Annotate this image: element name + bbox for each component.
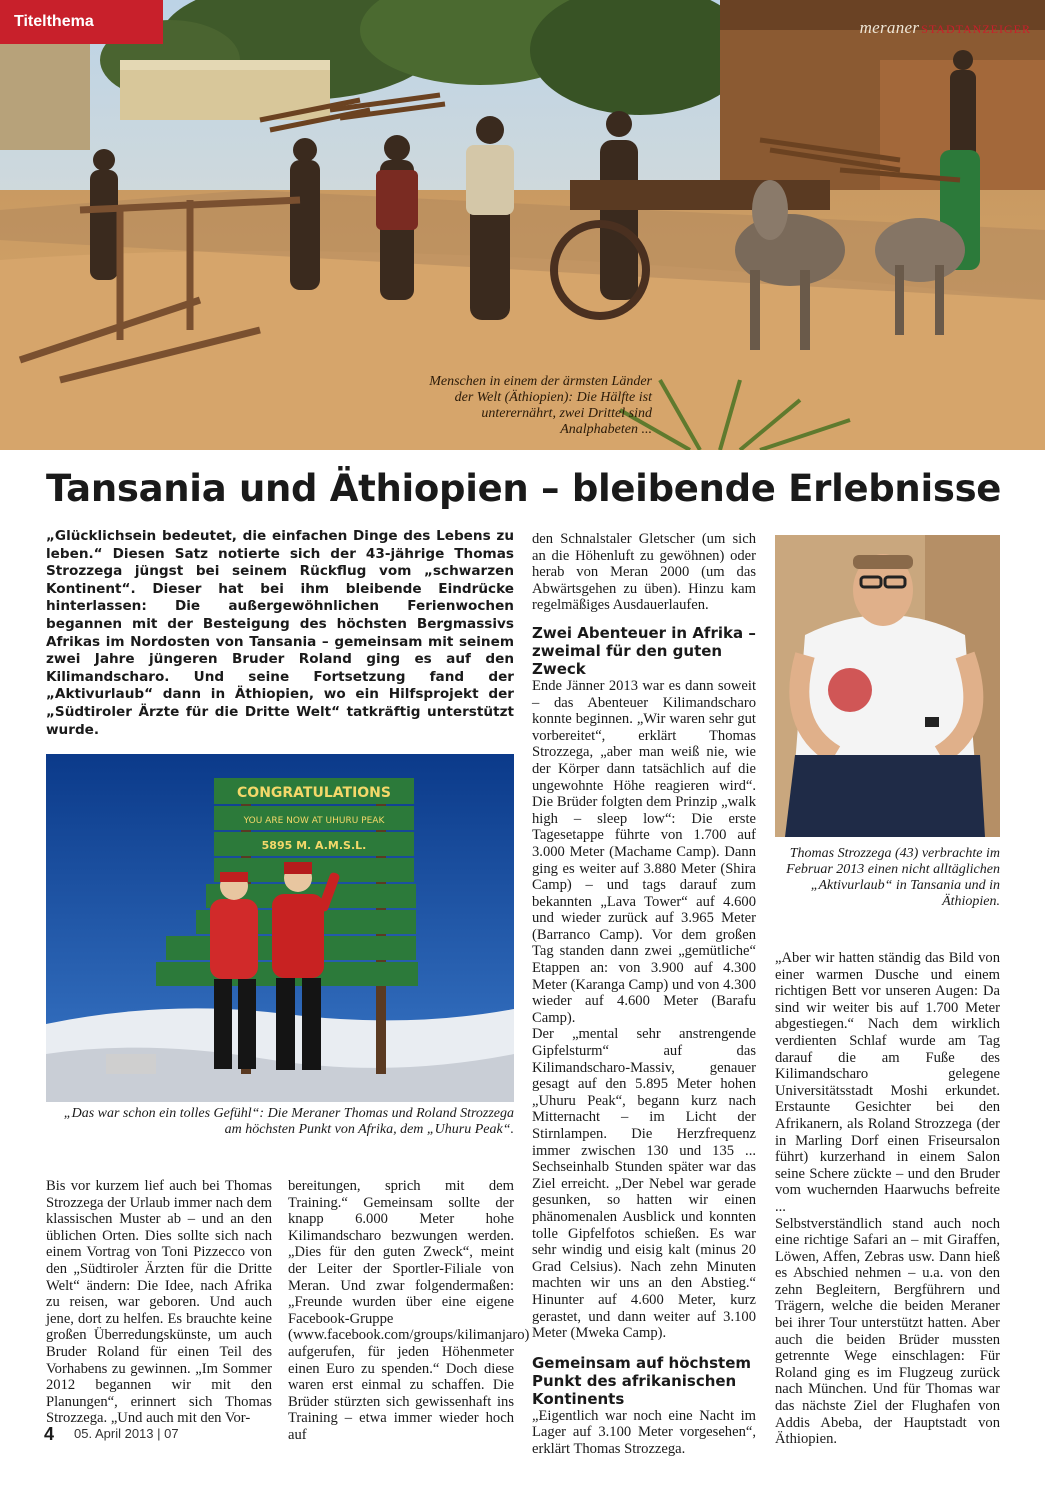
column-3-paragraph-c: „Eigentlich war noch eine Nacht im Lager auf 3.100 Meter vorgesehen“, erklärt Thomas Strozzega. (532, 1407, 756, 1457)
column-3-paragraph-a: Ende Jänner 2013 war es dann soweit – das Abenteuer Kilimandscharo konnte beginnen. „Wir waren sehr gut vorbereitet“, erklärt Thomas Strozzega, „aber man weiß nie, wie der Körper dann tatsächlich auf die ungewohnte Höhe reagieren wird“. Die Brüder folgten dem Prinzip „walk high – sleep low“: Die erste Tagesetappe führte von 1.700 auf 3.000 Meter (Machame Camp). Dann ging es weiter auf 3.880 Meter (Shira Camp) – und tags darauf zum bekannten „Lava Tower“ auf 4.600 und wieder zurück auf 3.965 Meter (Barranco Camp). Vor dem großen Tag standen dann zwei „gemütliche“ Etappen an: von 3.900 auf 4.300 Meter (Karanga Camp) und von 4.300 wieder auf 4.600 Meter (Barafu Camp). (532, 677, 756, 1026)
column-3-intro: den Schnalstaler Gletscher (um sich an die Höhenluft zu gewöhnen) oder herab von Meran 2000 (um das Abwärtsgehen zu üben). Hinzu kam regelmäßiges Ausdauerlaufen. (532, 531, 756, 614)
summit-photo (46, 754, 514, 1102)
column-4-paragraph-b: Selbstverständlich stand auch noch eine richtige Safari an – mit Giraffen, Löwen, Affen, Zebras usw. Dann hieß es Abschied nehmen – u.a. von den zehn Begleitern, Bergführern und Trägern, welche die beiden Meraner bei ihrer Tour unterstützt hatten. Aber auch die beiden Brüder mussten getrennte Wege einschlagen: Für Roland ging es im Flugzeug zurück nach München. Und für Thomas war das nächste Ziel der Flughafen von Addis Abeba, der Hauptstadt von Äthiopien. (775, 1215, 1000, 1448)
subheading-two-adventures: Zwei Abenteuer in Afrika – zweimal für den guten Zweck (532, 623, 756, 678)
body-column-3 (532, 531, 756, 1458)
body-column-1: Bis vor kurzem lief auch bei Thomas Strozzega der Urlaub immer nach dem klassischen Muster ab – und an den üblichen Orten. Dies sollte sich nach einem Vortrag von Toni Pizzecco von den „Südtiroler Ärzten für die Dritte Welt“ ändern: Die Idee, nach Afrika zu reisen, war geboren. Und auch jene, dort zu helfen. Es brauchte keine großen Überredungskünste, um auch Bruder Roland für einen Teil des Vorhabens zu gewinnen. „Im Sommer 2012 begannen wir mit den Planungen“, erinnert sich Thomas Strozzega. „Und auch mit den Vor- (46, 1178, 272, 1427)
body-column-4 (775, 950, 1000, 1448)
brand-sub: STADTANZEIGER (921, 22, 1031, 36)
sign-uhuru-peak: YOU ARE NOW AT UHURU PEAK (243, 816, 385, 826)
column-4-paragraph-a: „Aber wir hatten ständig das Bild von einer warmen Dusche und einem richtigen Bett vor unseren Augen: Da sind wir weiter bis auf 1.700 Meter abgestiegen.“ Nach dem wirklich verdienten Schlaf wurde am Tag darauf die am Fuße des Kilimandscharo gelegene Universitätsstadt Moshi erkundet. Erstaunte Gesichter bei den Afrikanern, als Roland Strozzega (der in Marling Dorf einen Friseursalon führt) kurzerhand in einem Salon seine Schere zückte – und den Bruder vom wuchernden Haarwuchs befreite ... (775, 950, 1000, 1215)
sign-altitude: 5895 M. A.M.S.L. (261, 839, 367, 852)
hero-caption: Menschen in einem der ärmsten Länder der Welt (Äthiopien): Die Hälfte ist unterernährt, zwei Drittel sind Analphabeten ... (429, 374, 652, 437)
portrait-caption: Thomas Strozzega (43) verbrachte im Februar 2013 einen nicht alltäglichen „Aktivurlaub“ in Tansania und in Äthiopien. (786, 846, 1000, 909)
column-3-paragraph-b: Der „mental sehr anstrengende Gipfelsturm“ auf das Kilimandscharo-Massiv, genauer gesagt auf den 5.895 Meter hohen „Uhuru Peak“, begann kurz nach Mitternacht – im Licht der Stirnlampen. Die Herzfrequenz immer zwischen 130 und 135 ... Sechseinhalb Stunden später war das Ziel erreicht. „Der Nebel war gerade gesunken, so hatten wir einen phänomenalen Ausblick und konnten tolle Gipfelfotos schießen. Es war sehr windig und eisig kalt (minus 20 Grad Celsius). Nach zehn Minuten machten wir uns an den Abstieg.“ Hinunter auf 4.600 Meter, kurz gerastet, und dann weiter auf 3.100 Meter (Mweka Camp). (532, 1026, 756, 1342)
brand-main: meraner (859, 18, 920, 37)
body-column-2: bereitungen, sprich mit dem Training.“ Gemeinsam sollte der knapp 6.000 Meter hohe Kilimandscharo bezwungen werden. „Dies für den guten Zweck“, meint der Leiter der Sportler-Filiale von Meran. Und zwar folgendermaßen: „Freunde wurden über eine eigene Facebook-Gruppe (www.facebook.com/groups/kilimanjaro) aufgerufen, für jeden Höhenmeter einen Euro zu spenden.“ Doch diese waren erst einmal zu schaffen. Die Brüder stürzten sich gewissenhaft ins Training – etwa immer wieder hoch auf (288, 1178, 530, 1443)
sign-congratulations: CONGRATULATIONS (237, 785, 391, 801)
summit-illustration (46, 754, 514, 1102)
summit-caption: „Das war schon ein tolles Gefühl“: Die Meraner Thomas und Roland Strozzega am höchsten Punkt von Afrika, dem „Uhuru Peak“. (63, 1106, 514, 1137)
portrait-photo (775, 535, 1000, 837)
lead-paragraph: „Glücklichsein bedeutet, die einfachen Dinge des Lebens zu leben.“ Diesen Satz notierte sich der 43-jährige Thomas Strozzega jüngst bei seinem Rückflug vom „schwarzen Kontinent“. Dieser hat bei ihm bleibende Eindrücke hinterlassen: Die außergewöhnlichen Ferienwochen begannen mit der Besteigung des höchsten Bergmassivs Afrikas im Nordosten von Tansania – gemeinsam mit seinem zwei Jahre jüngeren Bruder Roland ging es auf den Kilimandscharo. Und seine Fortsetzung fand der „Aktivurlaub“ dann in Äthiopien, wo ein Hilfsprojekt der „Südtiroler Ärzte für die Dritte Welt“ tatkräftig unterstützt wurde. (46, 528, 514, 738)
publication-logo (860, 18, 1031, 38)
subheading-highest-point: Gemeinsam auf höchstem Punkt des afrikanischen Kontinents (532, 1353, 752, 1408)
portrait-illustration (775, 535, 1000, 837)
section-tag: Titelthema (0, 0, 163, 44)
page-number: 4 (44, 1424, 55, 1444)
headline: Tansania und Äthiopien – bleibende Erlebnisse (46, 467, 1002, 510)
issue-date: 05. April 2013 | 07 (74, 1426, 179, 1441)
